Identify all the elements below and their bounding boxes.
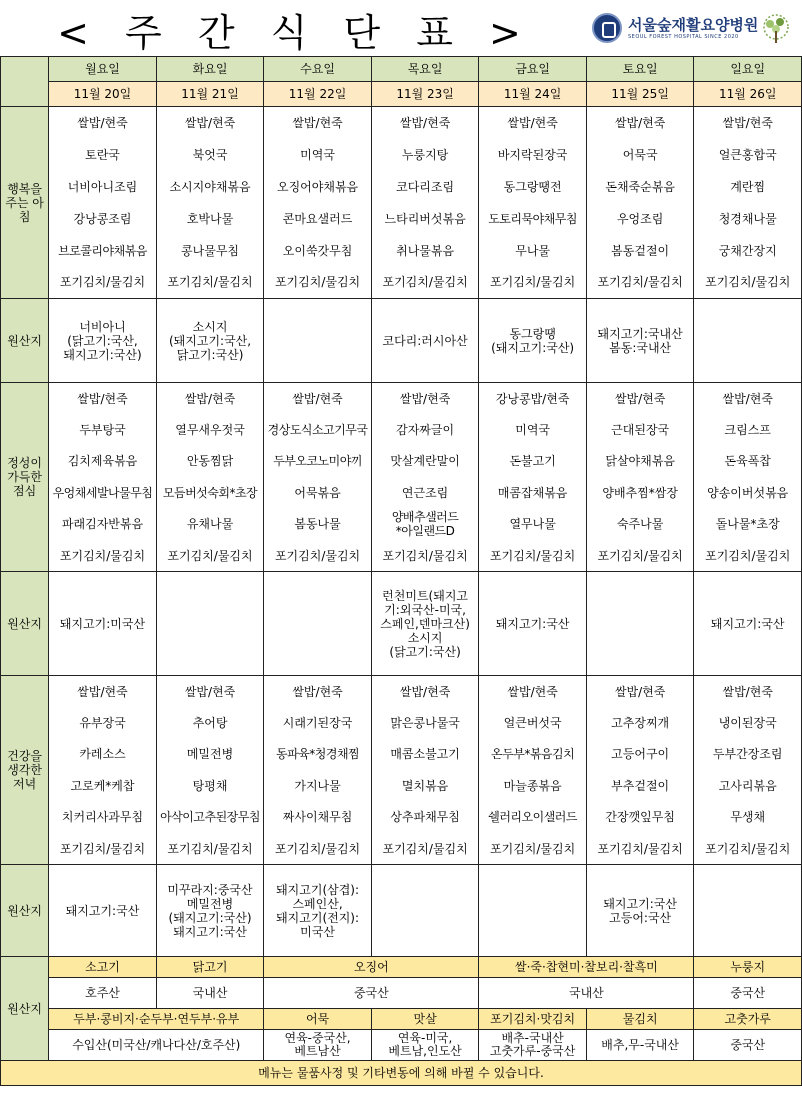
origin-country: 호주산	[49, 978, 157, 1009]
menu-item: 포기김치/물김치	[156, 833, 264, 865]
menu-item: 고로케*케찹	[49, 770, 157, 802]
menu-item: 오이쑥갓무침	[264, 235, 372, 267]
menu-item: 유채나물	[156, 509, 264, 541]
meal-label: 정성이 가득한 점심	[1, 383, 49, 572]
menu-item: 호박나물	[156, 203, 264, 235]
origin-info: 돼지고기:국산	[479, 572, 587, 676]
menu-item: 포기김치/물김치	[479, 540, 587, 572]
footer-row	[1, 1061, 802, 1086]
menu-item: 포기김치/물김치	[264, 833, 372, 865]
menu-item: 멸치볶음	[371, 770, 479, 802]
menu-item: 계란찜	[694, 171, 802, 203]
day-name: 목요일	[371, 57, 479, 82]
origin-category: 포기김치·맛김치	[479, 1009, 587, 1030]
origin-info	[694, 299, 802, 383]
menu-row	[1, 171, 802, 203]
menu-item: 쌀밥/현죽	[156, 107, 264, 139]
day-date: 11월 21일	[156, 82, 264, 107]
menu-item: 포기김치/물김치	[694, 540, 802, 572]
menu-row	[1, 802, 802, 834]
menu-item: 누룽지탕	[371, 139, 479, 171]
menu-item: 얼큰버섯국	[479, 707, 587, 739]
origin-country: 국내산	[156, 978, 264, 1009]
menu-item: 포기김치/물김치	[49, 540, 157, 572]
menu-item: 우엉조림	[586, 203, 694, 235]
origin-info: 소시지 (돼지고기:국산, 닭고기:국산)	[156, 299, 264, 383]
menu-row	[1, 770, 802, 802]
menu-item: 쌀밥/현죽	[49, 107, 157, 139]
menu-item: 아삭이고추된장무침	[156, 802, 264, 834]
menu-item: 치커리사과무침	[49, 802, 157, 834]
origin-country: 수입산(미국산/캐나다산/호주산)	[49, 1030, 264, 1061]
menu-item: 쉘러리오이샐러드	[479, 802, 587, 834]
menu-item: 간장깻잎무침	[586, 802, 694, 834]
menu-item: 오징어야채볶음	[264, 171, 372, 203]
menu-item: 크림스프	[694, 414, 802, 446]
menu-item: 온두부*볶음김치	[479, 739, 587, 771]
menu-item: 무생채	[694, 802, 802, 834]
menu-item: 쌀밥/현죽	[586, 107, 694, 139]
origin-country: 배추-국내산 고춧가루-중국산	[479, 1030, 587, 1061]
day-date: 11월 23일	[371, 82, 479, 107]
menu-item: 파래김자반볶음	[49, 509, 157, 541]
origin-info	[694, 865, 802, 957]
hospital-logo	[592, 13, 758, 43]
menu-item: 포기김치/물김치	[586, 540, 694, 572]
menu-item: 김치제육볶음	[49, 446, 157, 478]
menu-item: 연근조림	[371, 477, 479, 509]
hospital-name: 서울숲재활요양병원	[628, 15, 759, 34]
menu-item: 쌀밥/현죽	[264, 676, 372, 708]
menu-item: 돌나물*초장	[694, 509, 802, 541]
menu-item: 쌀밥/현죽	[479, 676, 587, 708]
menu-item: 양배추샐러드 *아일랜드D	[371, 509, 479, 541]
menu-item: 얼큰홍합국	[694, 139, 802, 171]
menu-item: 쌀밥/현죽	[694, 383, 802, 415]
origin-summary-val-1	[1, 978, 802, 1009]
menu-item: 강낭콩조림	[49, 203, 157, 235]
origin-info	[371, 865, 479, 957]
menu-item: 포기김치/물김치	[264, 267, 372, 299]
menu-item: 매콤소불고기	[371, 739, 479, 771]
menu-row	[1, 540, 802, 572]
origin-info: 돼지고기:국산 고등어:국산	[586, 865, 694, 957]
menu-item: 고등어구이	[586, 739, 694, 771]
menu-item: 유부장국	[49, 707, 157, 739]
menu-row	[1, 477, 802, 509]
menu-item: 포기김치/물김치	[371, 833, 479, 865]
origin-label: 원산지	[1, 299, 49, 383]
origin-info: 너비아니 (닭고기:국산, 돼지고기:국산)	[49, 299, 157, 383]
menu-item: 두부탕국	[49, 414, 157, 446]
origin-category: 어묵	[264, 1009, 372, 1030]
menu-item: 감자짜글이	[371, 414, 479, 446]
menu-item: 느타리버섯볶음	[371, 203, 479, 235]
day-header-row	[1, 57, 802, 82]
menu-item: 봄동겉절이	[586, 235, 694, 267]
menu-item: 돈채죽순볶음	[586, 171, 694, 203]
menu-item: 너비아니조림	[49, 171, 157, 203]
menu-item: 근대된장국	[586, 414, 694, 446]
menu-item: 포기김치/물김치	[156, 540, 264, 572]
menu-row	[1, 107, 802, 139]
page-title: < 주 간 식 단 표 >	[57, 11, 533, 55]
day-date: 11월 20일	[49, 82, 157, 107]
menu-item: 쌀밥/현죽	[264, 107, 372, 139]
menu-item: 북엇국	[156, 139, 264, 171]
menu-item: 우엉채세발나물무침	[49, 477, 157, 509]
hospital-seal-icon	[592, 13, 622, 43]
origin-country: 연육-중국산, 베트남산	[264, 1030, 372, 1061]
menu-row	[1, 833, 802, 865]
menu-row	[1, 739, 802, 771]
origin-summary-label: 원산지	[1, 957, 49, 1061]
menu-item: 어묵볶음	[264, 477, 372, 509]
menu-row	[1, 235, 802, 267]
origin-category: 고춧가루	[694, 1009, 802, 1030]
menu-row	[1, 676, 802, 708]
menu-item: 포기김치/물김치	[479, 267, 587, 299]
menu-item: 토란국	[49, 139, 157, 171]
origin-label: 원산지	[1, 865, 49, 957]
menu-item: 도토리묵야채무침	[479, 203, 587, 235]
menu-item: 포기김치/물김치	[49, 833, 157, 865]
menu-item: 포기김치/물김치	[586, 833, 694, 865]
origin-info: 돼지고기(삼겹): 스페인산, 돼지고기(전지): 미국산	[264, 865, 372, 957]
menu-item: 쌀밥/현죽	[479, 107, 587, 139]
menu-item: 쌀밥/현죽	[371, 107, 479, 139]
origin-category: 쌀·죽·찹현미·찰보리·찰흑미	[479, 957, 694, 978]
origin-country: 중국산	[694, 1030, 802, 1061]
menu-item: 열무나물	[479, 509, 587, 541]
origin-row	[1, 865, 802, 957]
menu-item: 시래기된장국	[264, 707, 372, 739]
menu-item: 안동찜닭	[156, 446, 264, 478]
menu-item: 돈불고기	[479, 446, 587, 478]
menu-item: 짜사이채무침	[264, 802, 372, 834]
date-header-row	[1, 82, 802, 107]
origin-country: 국내산	[479, 978, 694, 1009]
menu-item: 쌀밥/현죽	[694, 676, 802, 708]
menu-row	[1, 707, 802, 739]
menu-item: 쌀밥/현죽	[49, 383, 157, 415]
menu-item: 포기김치/물김치	[694, 833, 802, 865]
menu-item: 바지락된장국	[479, 139, 587, 171]
menu-item: 양송이버섯볶음	[694, 477, 802, 509]
menu-item: 포기김치/물김치	[371, 267, 479, 299]
corner-cell	[1, 57, 49, 107]
menu-item: 가지나물	[264, 770, 372, 802]
day-date: 11월 25일	[586, 82, 694, 107]
origin-info	[264, 299, 372, 383]
menu-item: 미역국	[264, 139, 372, 171]
origin-info: 돼지고기:국산	[694, 572, 802, 676]
meal-label: 건강을 생각한 저녁	[1, 676, 49, 865]
menu-row	[1, 203, 802, 235]
menu-item: 동파육*청경채찜	[264, 739, 372, 771]
menu-item: 경상도식소고기무국	[264, 414, 372, 446]
menu-item: 카레소스	[49, 739, 157, 771]
menu-row	[1, 383, 802, 415]
origin-info: 돼지고기:국내산 봄동:국내산	[586, 299, 694, 383]
menu-item: 포기김치/물김치	[371, 540, 479, 572]
weekly-menu-table	[0, 56, 802, 1086]
menu-item: 상추파채무침	[371, 802, 479, 834]
menu-item: 부추겉절이	[586, 770, 694, 802]
origin-category: 닭고기	[156, 957, 264, 978]
menu-row	[1, 509, 802, 541]
origin-country: 중국산	[694, 978, 802, 1009]
menu-item: 맛살계란말이	[371, 446, 479, 478]
origin-info: 미꾸라지:중국산 메밀전병 (돼지고기:국산) 돼지고기:국산	[156, 865, 264, 957]
menu-item: 콘마요샐러드	[264, 203, 372, 235]
footer-note: 메뉴는 물품사정 및 기타변동에 의해 바뀔 수 있습니다.	[1, 1061, 802, 1086]
origin-label: 원산지	[1, 572, 49, 676]
day-name: 수요일	[264, 57, 372, 82]
menu-item: 쌀밥/현죽	[156, 676, 264, 708]
origin-summary-head-2	[1, 1009, 802, 1030]
day-name: 일요일	[694, 57, 802, 82]
menu-item: 쌀밥/현죽	[586, 676, 694, 708]
day-name: 월요일	[49, 57, 157, 82]
origin-country: 중국산	[264, 978, 479, 1009]
menu-item: 쌀밥/현죽	[694, 107, 802, 139]
menu-item: 쌀밥/현죽	[49, 676, 157, 708]
menu-row	[1, 446, 802, 478]
menu-item: 고사리볶음	[694, 770, 802, 802]
menu-item: 돈육폭찹	[694, 446, 802, 478]
origin-info	[586, 572, 694, 676]
menu-item: 강낭콩밥/현죽	[479, 383, 587, 415]
menu-item: 청경채나물	[694, 203, 802, 235]
origin-category: 누룽지	[694, 957, 802, 978]
menu-item: 봄동나물	[264, 509, 372, 541]
day-name: 금요일	[479, 57, 587, 82]
day-name: 화요일	[156, 57, 264, 82]
menu-item: 맑은콩나물국	[371, 707, 479, 739]
origin-info	[479, 865, 587, 957]
origin-category: 소고기	[49, 957, 157, 978]
menu-item: 닭살야채볶음	[586, 446, 694, 478]
menu-item: 두부간장조림	[694, 739, 802, 771]
origin-summary-head-1	[1, 957, 802, 978]
origin-info: 동그랑땡 (돼지고기:국산)	[479, 299, 587, 383]
menu-item: 포기김치/물김치	[586, 267, 694, 299]
menu-item: 쌀밥/현죽	[586, 383, 694, 415]
origin-row	[1, 299, 802, 383]
menu-item: 쌀밥/현죽	[371, 383, 479, 415]
origin-row	[1, 572, 802, 676]
menu-item: 포기김치/물김치	[479, 833, 587, 865]
origin-info: 런천미트(돼지고 기:외국산-미국, 스페인,덴마크산) 소시지 (닭고기:국산)	[371, 572, 479, 676]
menu-item: 포기김치/물김치	[49, 267, 157, 299]
menu-row	[1, 414, 802, 446]
menu-item: 무나물	[479, 235, 587, 267]
menu-row	[1, 139, 802, 171]
origin-country: 연육-미국, 베트남,인도산	[371, 1030, 479, 1061]
origin-category: 맛살	[371, 1009, 479, 1030]
menu-item: 추어탕	[156, 707, 264, 739]
origin-category: 물김치	[586, 1009, 694, 1030]
menu-item: 쌀밥/현죽	[371, 676, 479, 708]
menu-item: 메밀전병	[156, 739, 264, 771]
origin-category: 두부·콩비지·순두부·연두부·유부	[49, 1009, 264, 1030]
meal-label: 행복을 주는 아침	[1, 107, 49, 299]
day-date: 11월 26일	[694, 82, 802, 107]
menu-item: 소시지야채볶음	[156, 171, 264, 203]
day-name: 토요일	[586, 57, 694, 82]
menu-item: 모듬버섯숙회*초장	[156, 477, 264, 509]
menu-item: 콩나물무침	[156, 235, 264, 267]
menu-item: 쌀밥/현죽	[156, 383, 264, 415]
tree-logo-icon	[758, 14, 794, 46]
origin-info: 돼지고기:미국산	[49, 572, 157, 676]
menu-row	[1, 267, 802, 299]
origin-country: 배추,무-국내산	[586, 1030, 694, 1061]
menu-item: 열무새우젓국	[156, 414, 264, 446]
menu-item: 코다리조림	[371, 171, 479, 203]
menu-item: 두부오코노미야끼	[264, 446, 372, 478]
origin-info: 돼지고기:국산	[49, 865, 157, 957]
menu-item: 숙주나물	[586, 509, 694, 541]
menu-item: 마늘종볶음	[479, 770, 587, 802]
hospital-subtitle: SEOUL FOREST HOSPITAL SINCE 2020	[628, 33, 739, 40]
origin-summary-val-2	[1, 1030, 802, 1061]
day-date: 11월 24일	[479, 82, 587, 107]
menu-item: 매콤잡채볶음	[479, 477, 587, 509]
menu-item: 양배추찜*쌈장	[586, 477, 694, 509]
origin-info	[264, 572, 372, 676]
menu-item: 브로콜리야채볶음	[49, 235, 157, 267]
menu-item: 포기김치/물김치	[694, 267, 802, 299]
menu-item: 쌀밥/현죽	[264, 383, 372, 415]
menu-item: 탕평채	[156, 770, 264, 802]
day-date: 11월 22일	[264, 82, 372, 107]
menu-item: 고추장찌개	[586, 707, 694, 739]
menu-item: 포기김치/물김치	[264, 540, 372, 572]
menu-item: 냉이된장국	[694, 707, 802, 739]
menu-item: 미역국	[479, 414, 587, 446]
menu-item: 궁채간장지	[694, 235, 802, 267]
origin-info	[156, 572, 264, 676]
menu-item: 어묵국	[586, 139, 694, 171]
menu-item: 동그랑땡전	[479, 171, 587, 203]
origin-info: 코다리:러시아산	[371, 299, 479, 383]
menu-item: 포기김치/물김치	[156, 267, 264, 299]
origin-category: 오징어	[264, 957, 479, 978]
menu-item: 취나물볶음	[371, 235, 479, 267]
header	[0, 0, 802, 56]
